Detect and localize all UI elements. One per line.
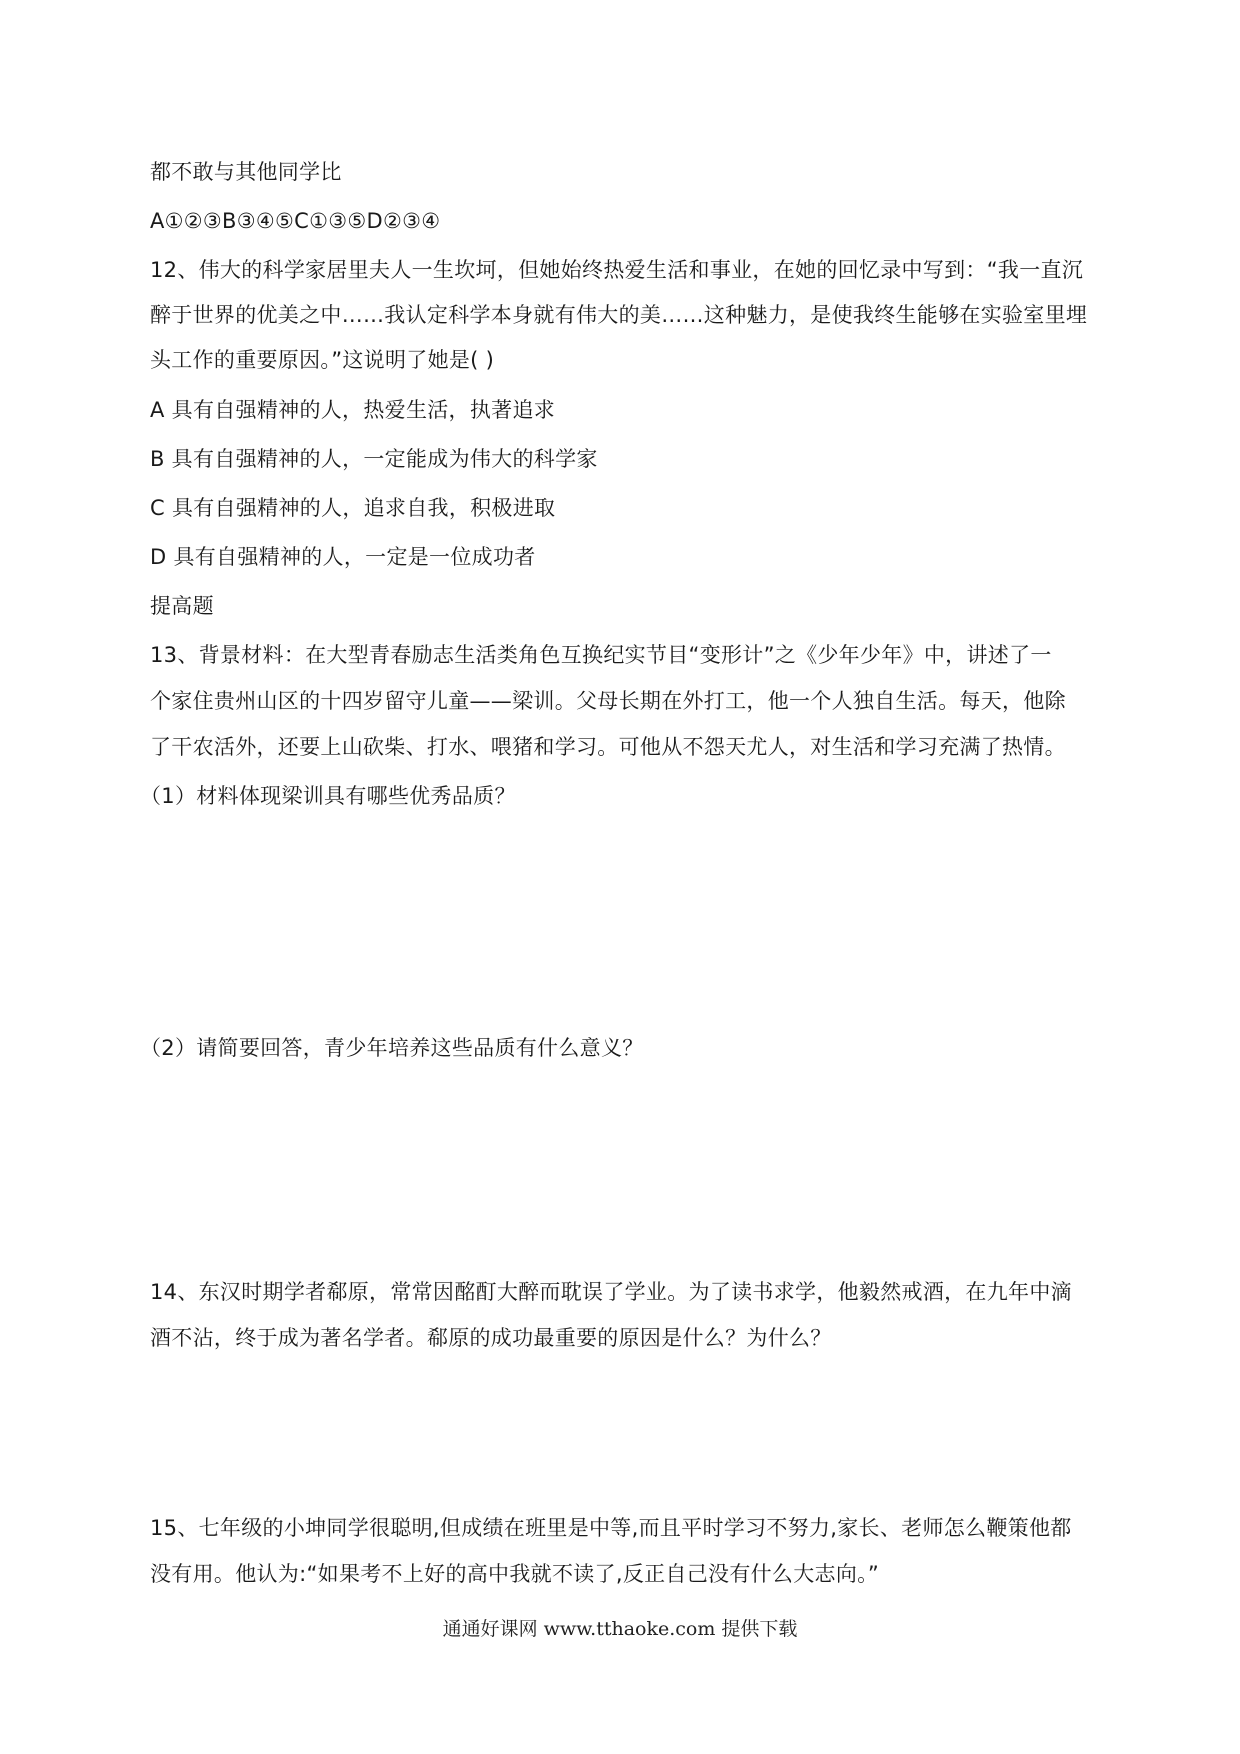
q14-stem-line: 酒不沾，终于成为著名学者。郗原的成功最重要的原因是什么？为什么？: [150, 1326, 832, 1350]
q12-option-a: A 具有自强精神的人，热爱生活，执著追求: [150, 398, 556, 422]
footer-credit: 通通好课网 www.tthaoke.com 提供下载: [442, 1618, 798, 1640]
q13-subquestion-1: （1）材料体现梁训具有哪些优秀品质？: [140, 784, 516, 808]
section-title: 提高题: [150, 594, 214, 618]
q12-option-d: D 具有自强精神的人，一定是一位成功者: [150, 545, 536, 569]
q11-answer-choices: A①②③B③④⑤C①③⑤D②③④: [150, 209, 441, 233]
q14-stem-line: 14、东汉时期学者郗原，常常因酩酊大醉而耽误了学业。为了读书求学，他毅然戒酒，在九年中滴: [150, 1280, 1072, 1304]
q12-stem-line: 12、伟大的科学家居里夫人一生坎坷，但她始终热爱生活和事业，在她的回忆录中写到：“我一直沉: [150, 258, 1084, 282]
q12-option-b: B 具有自强精神的人，一定能成为伟大的科学家: [150, 447, 598, 471]
q13-stem-line: 个家住贵州山区的十四岁留守儿童——梁训。父母长期在外打工，他一个人独自生活。每天，他除: [150, 689, 1066, 713]
continuation-text: 都不敢与其他同学比: [150, 160, 342, 184]
q12-stem-line: 头工作的重要原因。”这说明了她是( ): [150, 348, 495, 372]
q13-subquestion-2: （2）请简要回答，青少年培养这些品质有什么意义？: [140, 1036, 644, 1060]
q13-stem-line: 13、背景材料：在大型青春励志生活类角色互换纪实节目“变形计”之《少年少年》中，讲述了一: [150, 643, 1052, 667]
q12-option-c: C 具有自强精神的人，追求自我，积极进取: [150, 496, 556, 520]
q12-stem-line: 醉于世界的优美之中……我认定科学本身就有伟大的美……这种魅力，是使我终生能够在实验室里埋: [150, 303, 1088, 327]
q13-stem-line: 了干农活外，还要上山砍柴、打水、喂猪和学习。可他从不怨天尤人，对生活和学习充满了热情。: [150, 735, 1066, 759]
q15-stem-line: 没有用。他认为:“如果考不上好的高中我就不读了,反正自己没有什么大志向。”: [150, 1562, 880, 1586]
q15-stem-line: 15、七年级的小坤同学很聪明,但成绩在班里是中等,而且平时学习不努力,家长、老师怎么鞭策他都: [150, 1516, 1072, 1540]
